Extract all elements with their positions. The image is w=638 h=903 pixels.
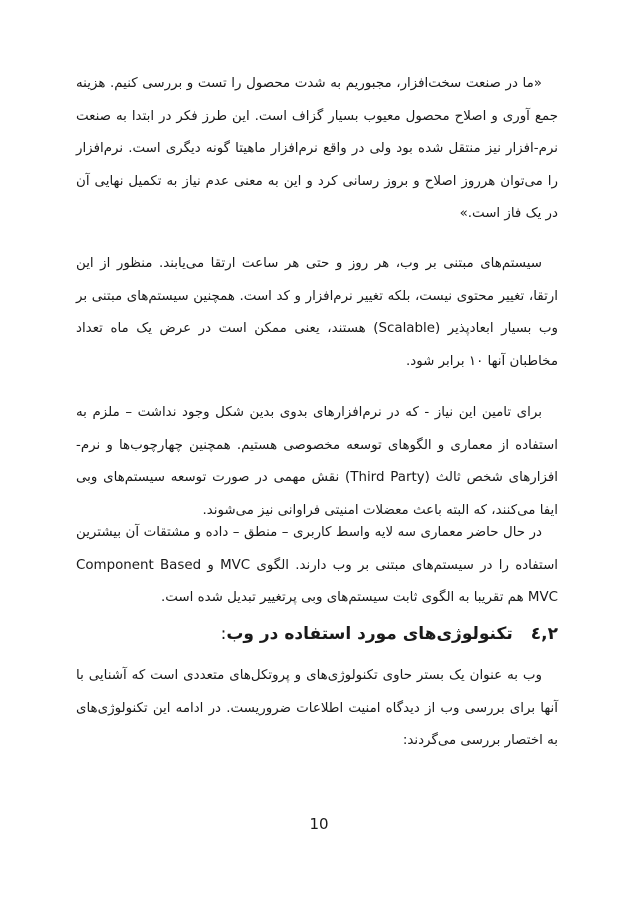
paragraph-web-systems [76,248,558,378]
page-number: 10 [309,815,329,833]
paragraph-text: «ما در صنعت سخت‌افزار، مجبوریم به شدت محصول را تست و بررسی کنیم. هزینه جمع آوری و اصلاح محصول معیوب بسیار گزاف است. این طرز فکر در ابتدا به صنعت نرم-افزار نیز منتقل شده بود ولی در واقع نرم‌افزار ماهیتا گونه دیگری است. نرم‌افزار را می‌توان هرروز اصلاح و بروز رسانی کرد و این به معنی عدم نیاز به تکمیل نهایی آن در یک فاز است.» [76,76,558,222]
section-number: ۲,٤ [530,624,558,644]
paragraph-text: وب به عنوان یک بستر حاوی تکنولوژی‌های و پروتکل‌های متعددی است که آشنایی با آنها برای بررسی وب از دیدگاه امنیت اطلاعات ضروریست. در ادامه این تکنولوژی‌های به اختصار بررسی می‌گردند: [76,668,558,749]
paragraph-text: سیستم‌های مبتنی بر وب، هر روز و حتی هر ساعت ارتقا می‌یابند. منظور از این ارتقا، تغییر محتوی نیست، بلکه تغییر نرم‌افزار و کد است. همچنین سیستم‌های مبتنی بر وب بسیار ابعادپذیر (Scalable) هستند، یعنی ممکن است در عرض یک ماه تعداد مخاطبان آنها ۱۰ برابر شود. [76,256,558,369]
paragraph-quote [76,68,558,231]
section-heading [76,618,558,650]
paragraph-architecture-needs [76,397,558,527]
paragraph-web-technologies [76,660,558,758]
section-title: تکنولوژی‌های مورد استفاده در وب [226,624,513,644]
section-colon: : [220,624,227,644]
paragraph-text: در حال حاضر معماری سه لایه واسط کاربری – منطق – داده و مشتقات آن بیشترین استفاده را در سیستم‌های مبتنی بر وب دارند. الگوی MVC و Component Based MVC هم تقریبا به الگوی ثابت سیستم‌های وبی پرتغییر تبدیل شده است. [76,525,559,606]
paragraph-text: برای تامین این نیاز - که در نرم‌افزارهای بدوی بدین شکل وجود نداشت – ملزم به استفاده از معماری و الگوهای توسعه مخصوصی هستیم. همچنین چهارچوب‌ها و نرم-افزارهای شخص ثالث (Third Party) نقش مهمی در صورت توسعه سیستم‌های وبی ایفا می‌کنند، که البته باعث معضلات امنیتی فراوانی نیز می‌شوند. [76,405,558,518]
paragraph-mvc [76,517,558,615]
